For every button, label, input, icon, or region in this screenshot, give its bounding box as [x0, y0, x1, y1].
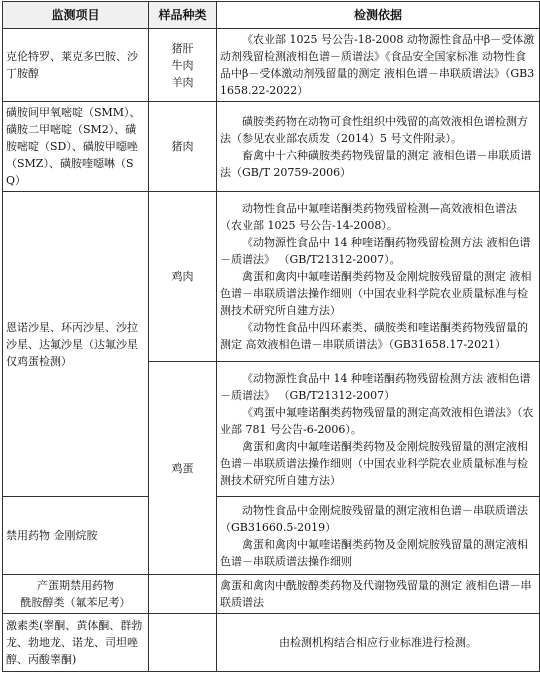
basis-cell: [217, 575, 540, 614]
basis-text: 禽蛋和禽肉中氟喹诺酮类药物及金刚烷胺残留量的测定 液相色谱－串联质谱法操作细则（中国农业科学院农业质量标准与检测技术研究所自建方法）: [220, 270, 532, 317]
basis-text: 禽蛋和禽肉中氟喹诺酮类药物及金刚烷胺残留量的测定液相色谱－串联质谱法操作细则: [220, 537, 528, 568]
item-cell: 恩诺沙星、环丙沙星、沙拉沙星、达氟沙星（达氟沙星仅鸡蛋检测）: [3, 192, 149, 497]
table-row: [3, 102, 540, 192]
basis-text: 由检测机构结合相应行业标准进行检测。: [279, 636, 477, 649]
basis-text: 磺胺类药物在动物可食性组织中残留的高效液相色谱检测方法（参见农业部农质发（2014）5 号文件附录）。: [220, 114, 528, 145]
basis-cell: [217, 192, 540, 362]
table-header-row: [3, 2, 540, 29]
basis-text: 动物性食品中氟喹诺酮类药物残留检测—高效液相色谱法（农业部 1025 号公告-14-2008）。: [220, 202, 517, 232]
basis-cell: [217, 29, 540, 102]
sample-cell: 猪肝 牛肉 羊肉: [149, 29, 217, 102]
basis-text: 动物性食品中金刚烷胺残留量的测定液相色谱－串联质谱法（GB31660.5-2019）: [220, 503, 528, 534]
sample-cell: 猪肉: [149, 102, 217, 192]
sample-cell-empty: [149, 575, 217, 614]
item-cell: 禁用药物 金刚烷胺: [3, 497, 149, 575]
header-monitoring-item: 监测项目: [3, 2, 149, 29]
basis-text: 《动物性食品中四环素类、磺胺类和喹诺酮类药物残留量的测定 高效液相色谱－串联质谱法》（GB31658.17-2021）: [220, 321, 528, 351]
sample-cell-empty: [149, 614, 217, 672]
item-cell: 磺胺间甲氧嘧啶（SMM）、磺胺二甲嘧啶（SM2）、磺胺嘧啶（SD）、磺胺甲噁唑（SMZ）、磺胺喹噁啉（SQ）: [3, 102, 149, 192]
table-row: [3, 575, 540, 614]
basis-cell: [217, 614, 540, 672]
table-row: [3, 192, 540, 362]
basis-text: 禽蛋和禽肉中酰胺醇类药物及代谢物残留量的测定 液相色谱－串联质谱法: [220, 579, 532, 609]
sample-cell: 鸡蛋: [149, 362, 217, 575]
item-cell: 激素类(睾酮、黄体酮、群勃龙、勃地龙、诺龙、司坦唑醇、丙酸睾酮): [3, 614, 149, 672]
table-row: [3, 497, 540, 575]
basis-text: 《动物源性食品中 14 种喹诺酮药物残留检测方法 液相色谱－质谱法》 （GB/T21312-2007）。: [220, 236, 531, 266]
header-test-basis: 检测依据: [217, 2, 540, 29]
table-row: [3, 29, 540, 102]
basis-text: 《鸡蛋中氟喹诺酮类药物残留量的测定高效液相色谱法》（农业部 781 号公告-6-2006）。: [220, 405, 534, 436]
basis-text: 《农业部 1025 号公告-18-2008 动物源性食品中β－受体激动剂残留检测液相色谱－质谱法》《食品安全国家标准 动物性食品中β－受体激动剂残留量的测定 液相色谱－串联质谱法》（GB31658.22-2022）: [220, 33, 535, 97]
basis-text: 《动物源性食品中 14 种喹诺酮药物残留检测方法 液相色谱－质谱法》 （GB/T21312-2007）: [220, 371, 531, 402]
basis-text: 禽蛋和禽肉中氟喹诺酮类药物及金刚烷胺残留量的测定液相色谱－串联质谱法操作细则（中国农业科学院农业质量标准与检测技术研究所自建方法）: [220, 439, 528, 487]
sample-cell: 鸡肉: [149, 192, 217, 362]
basis-cell: [217, 102, 540, 192]
item-cell: 克伦特罗、莱克多巴胺、沙丁胺醇: [3, 29, 149, 102]
monitoring-table: [2, 1, 540, 672]
basis-text: 畜禽中十六种磺胺类药物残留量的测定 液相色谱－串联质谱法（GB/T 20759-2006）: [220, 148, 532, 179]
item-cell: 产蛋期禁用药物 酰胺醇类（氟苯尼考）: [3, 575, 149, 614]
table-row: [3, 614, 540, 672]
header-sample-type: 样品种类: [149, 2, 217, 29]
basis-cell: [217, 362, 540, 497]
basis-cell: [217, 497, 540, 575]
